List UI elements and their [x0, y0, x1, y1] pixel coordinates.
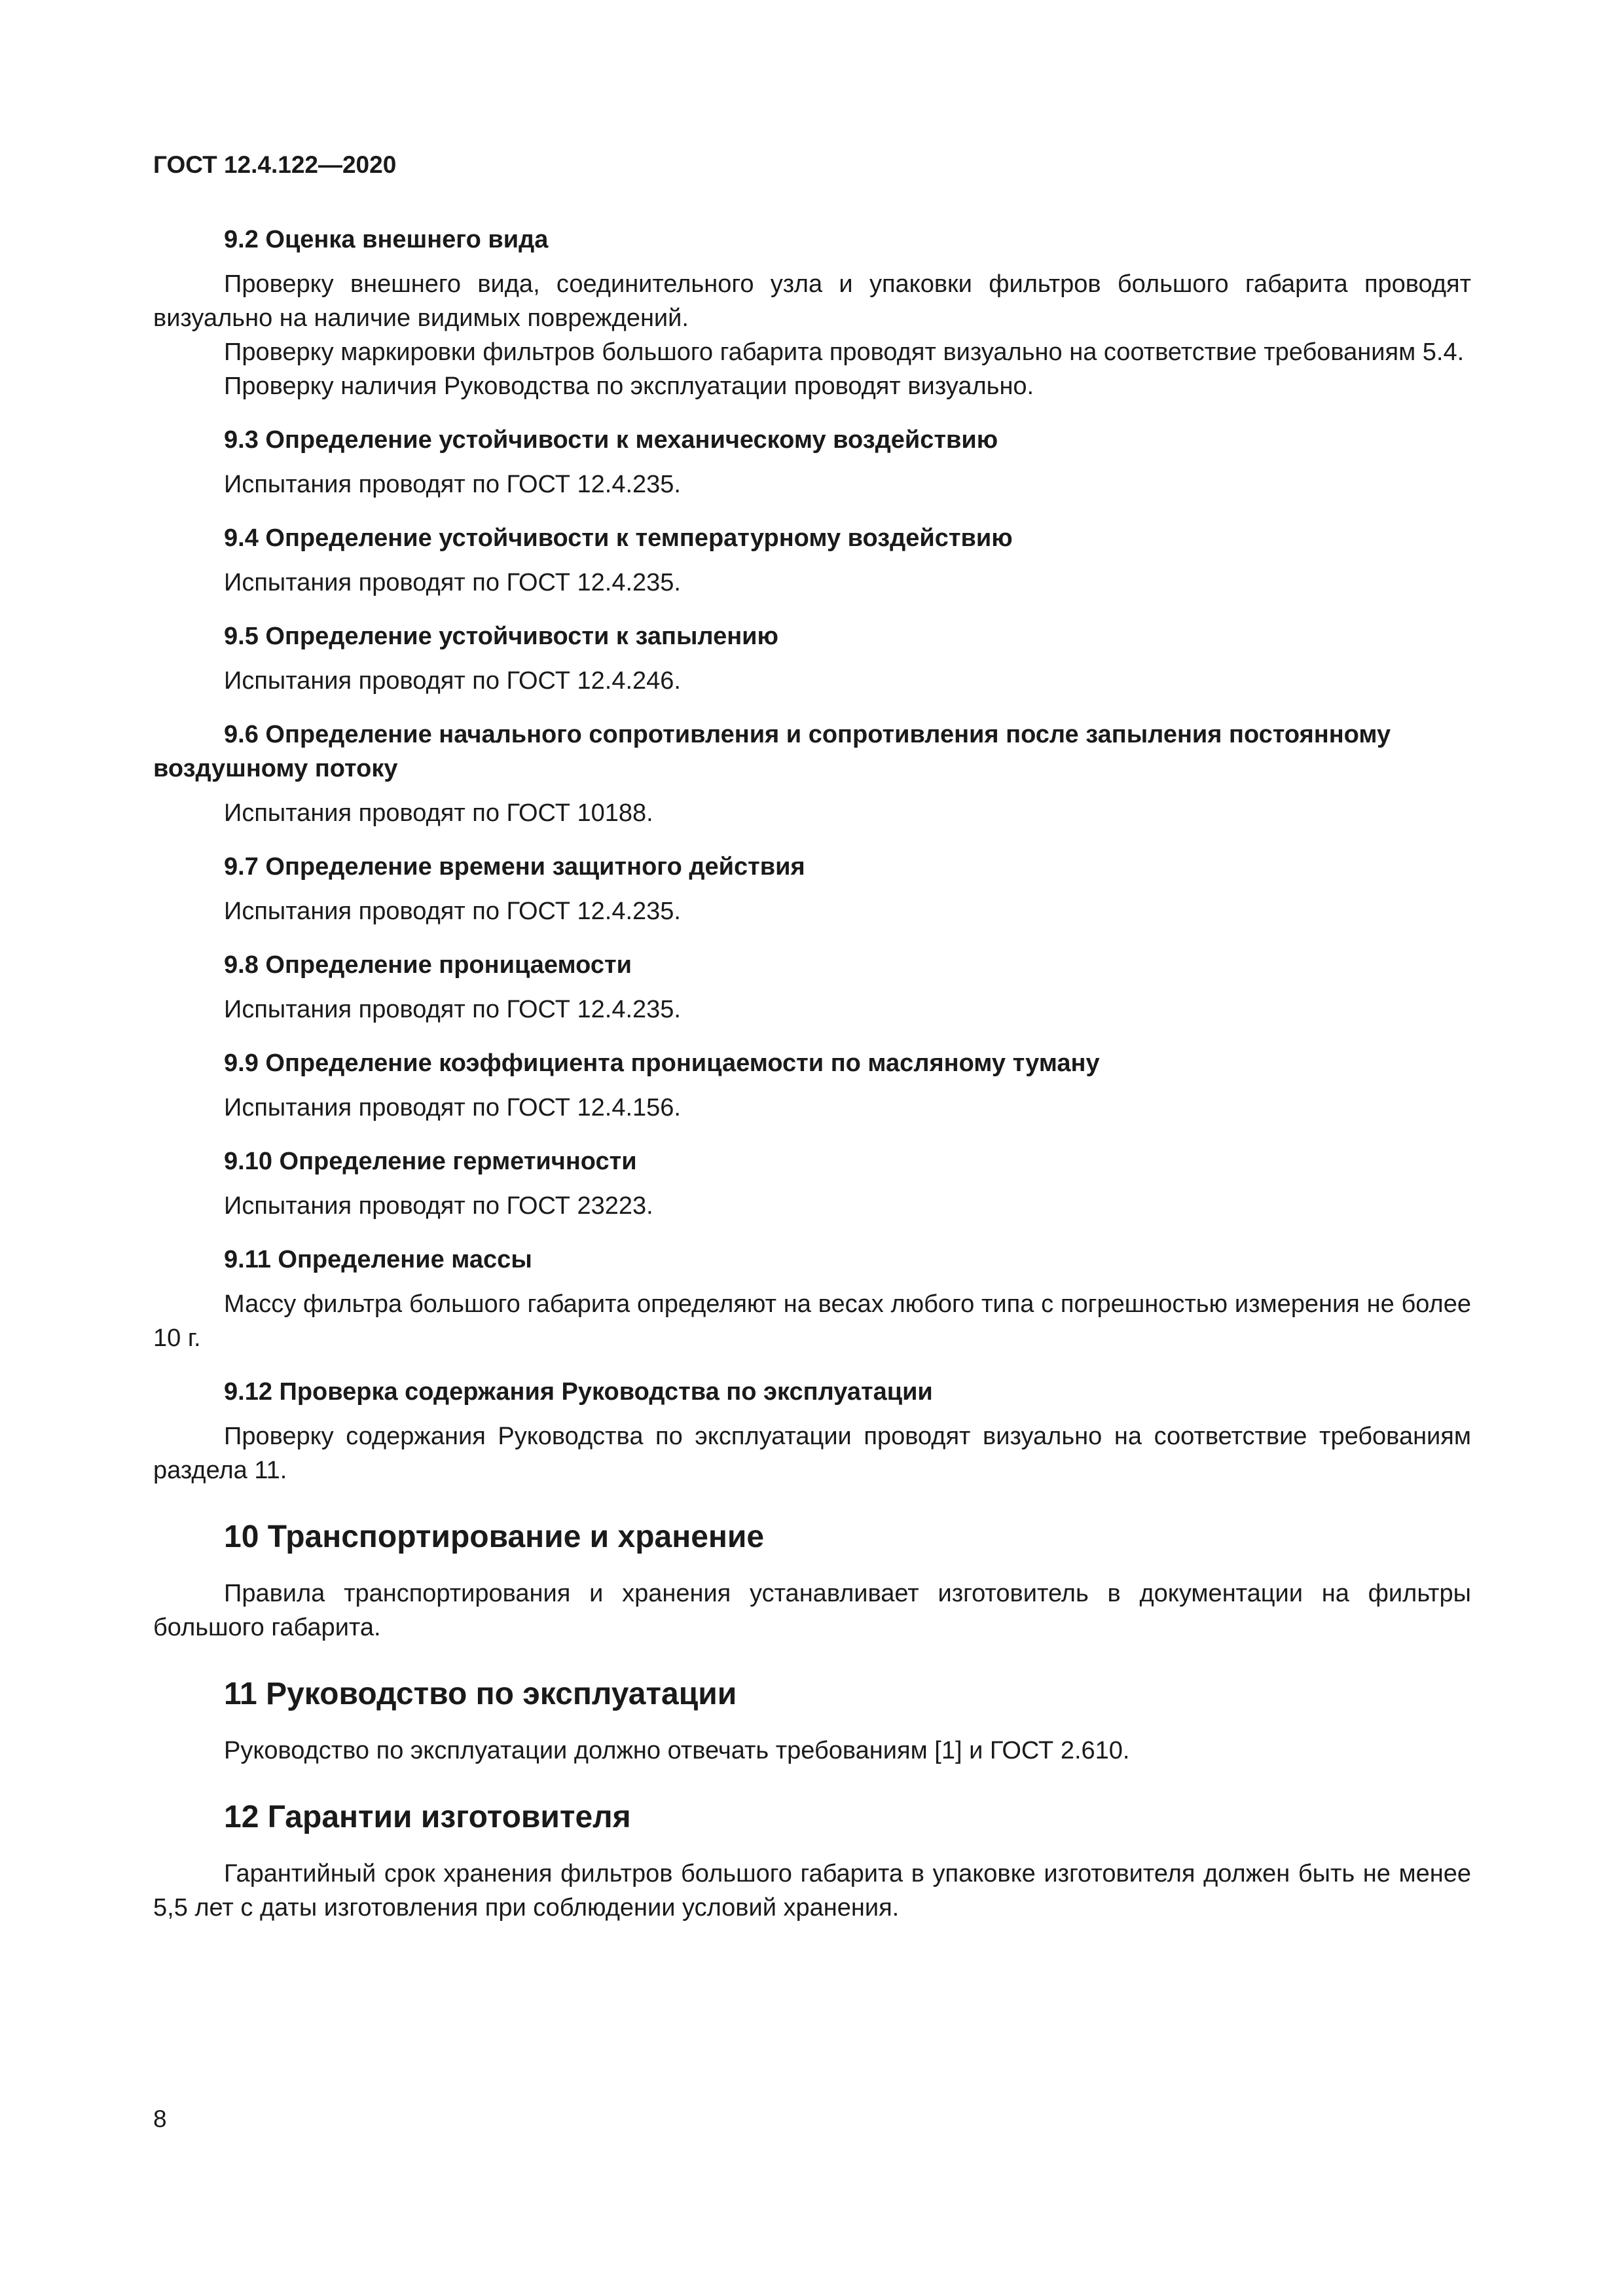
paragraph: Испытания проводят по ГОСТ 12.4.235. — [224, 996, 681, 1023]
paragraph: Испытания проводят по ГОСТ 12.4.235. — [224, 898, 681, 925]
document-body — [153, 223, 1471, 1925]
subsection-heading: 9.8 Определение проницаемости — [224, 951, 632, 979]
subsection-heading: 9.5 Определение устойчивости к запылению — [224, 623, 778, 650]
section-heading: 12 Гарантии изготовителя — [224, 1800, 631, 1834]
subsection-heading: 9.4 Определение устойчивости к температурному воздействию — [224, 524, 1013, 552]
paragraph: Испытания проводят по ГОСТ 10188. — [224, 799, 653, 827]
section-heading: 11 Руководство по эксплуатации — [224, 1677, 737, 1711]
subsection-heading: 9.6 Определение начального сопротивления и сопротивления после запыления постоянному воздушному потоку — [153, 721, 1391, 782]
paragraph: Испытания проводят по ГОСТ 23223. — [224, 1192, 653, 1220]
paragraph: Гарантийный срок хранения фильтров большого габарита в упаковке изготовителя должен быть не менее 5,5 лет с даты изготовления при соблюдении условий хранения. — [153, 1860, 1471, 1922]
subsection-heading: 9.2 Оценка внешнего вида — [224, 226, 549, 253]
paragraph: Правила транспортирования и хранения устанавливает изготовитель в документации на фильтры большого габарита. — [153, 1580, 1471, 1641]
paragraph: Проверку маркировки фильтров большого габарита проводят визуально на соответствие требованиям 5.4. — [224, 338, 1465, 366]
paragraph: Проверку внешнего вида, соединительного узла и упаковки фильтров большого габарита проводят визуально на наличие видимых повреждений. — [153, 270, 1471, 332]
subsection-heading: 9.10 Определение герметичности — [224, 1148, 637, 1175]
subsection-heading: 9.12 Проверка содержания Руководства по эксплуатации — [224, 1378, 933, 1406]
paragraph: Испытания проводят по ГОСТ 12.4.246. — [224, 667, 681, 695]
section-heading: 10 Транспортирование и хранение — [224, 1520, 765, 1554]
page-number: 8 — [153, 2105, 167, 2132]
subsection-heading: 9.7 Определение времени защитного действия — [224, 853, 805, 881]
standard-code-header: ГОСТ 12.4.122—2020 — [153, 151, 397, 178]
subsection-heading: 9.11 Определение массы — [224, 1246, 532, 1273]
paragraph: Проверку наличия Руководства по эксплуатации проводят визуально. — [224, 373, 1034, 400]
paragraph: Испытания проводят по ГОСТ 12.4.156. — [224, 1094, 681, 1121]
paragraph: Руководство по эксплуатации должно отвечать требованиям [1] и ГОСТ 2.610. — [224, 1737, 1130, 1764]
paragraph: Испытания проводят по ГОСТ 12.4.235. — [224, 569, 681, 596]
paragraph: Массу фильтра большого габарита определяют на весах любого типа с погрешностью измерения не более 10 г. — [153, 1290, 1471, 1352]
subsection-heading: 9.3 Определение устойчивости к механическому воздействию — [224, 426, 998, 454]
paragraph: Проверку содержания Руководства по эксплуатации проводят визуально на соответствие требованиям раздела 11. — [153, 1423, 1471, 1484]
subsection-heading: 9.9 Определение коэффициента проницаемости по масляному туману — [224, 1049, 1100, 1077]
paragraph: Испытания проводят по ГОСТ 12.4.235. — [224, 471, 681, 498]
